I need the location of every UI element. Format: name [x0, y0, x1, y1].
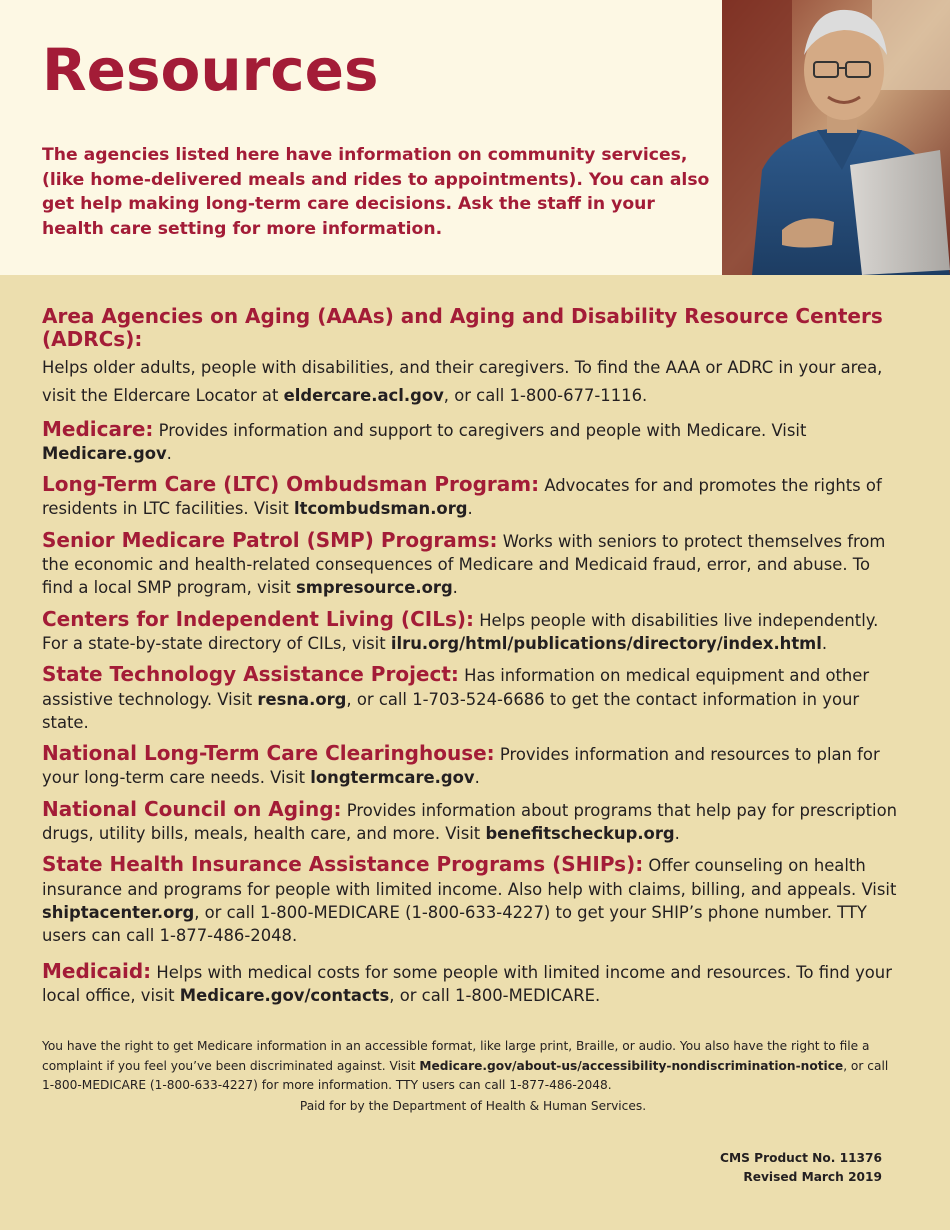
resource-entry — [42, 305, 902, 410]
resource-text: Advocates for and promotes the rights of residents in LTC facilities. Visit — [42, 476, 882, 519]
resource-entry — [42, 853, 902, 947]
resource-link[interactable]: shiptacenter.org — [42, 902, 195, 922]
resource-entry — [42, 473, 902, 521]
resource-entry — [42, 798, 902, 846]
resource-text-end: , or call 1-800-MEDICARE (1-800-633-4227) to get your SHIP’s phone number. TTY users can call 1-877-486-2048. — [42, 902, 867, 946]
resource-text: Has information on medical equipment and other assistive technology. Visit — [42, 666, 870, 709]
resource-entry — [42, 608, 902, 656]
resource-link[interactable]: smpresource.org — [296, 578, 453, 598]
resource-entry — [42, 529, 902, 600]
resource-text-end: , or call 1-800-677-1116. — [443, 385, 648, 405]
product-number: CMS Product No. 11376 — [720, 1151, 882, 1165]
resource-text-end: . — [467, 499, 473, 519]
resource-text: Offer counseling on health insurance and programs for people with limited income. Also help with claims, billing, and appeals. Visit — [42, 856, 897, 899]
resource-text: Works with seniors to protect themselves from the economic and health-related consequences of Medicare and Medicaid fraud, error, and abuse. To find a local SMP program, visit — [42, 531, 886, 598]
resource-text-end: . — [166, 443, 172, 463]
resource-text-end: , or call 1-800-MEDICARE. — [389, 985, 601, 1005]
notice-text-end: , or call 1-800-MEDICARE (1-800-633-4227) for more information. TTY users can call 1-877-486-2048. — [42, 1058, 889, 1092]
resource-link[interactable]: Medicare.gov/contacts — [179, 985, 390, 1005]
resource-name: Senior Medicare Patrol (SMP) Programs: — [42, 527, 498, 552]
resource-text-end: . — [452, 578, 458, 598]
resource-name: Medicaid: — [42, 958, 152, 983]
resource-text: Helps with medical costs for some people with limited income and resources. To find your local office, visit — [42, 962, 892, 1005]
resource-list — [42, 305, 902, 1015]
resource-text-end: . — [821, 633, 828, 653]
resource-link[interactable]: longtermcare.gov — [310, 768, 475, 788]
resource-text-end: . — [674, 824, 680, 844]
resource-link[interactable]: eldercare.acl.gov — [283, 385, 444, 405]
resource-description — [42, 358, 882, 405]
resource-text: Provides information and resources to plan for your long-term care needs. Visit — [42, 745, 880, 788]
resource-name: National Council on Aging: — [42, 796, 342, 821]
resource-text: Provides information about programs that help pay for prescription drugs, utility bills, meals, health care, and more. Visit — [42, 800, 897, 844]
resource-name: State Technology Assistance Project: — [42, 662, 459, 687]
resource-entry — [42, 960, 902, 1008]
resource-link[interactable]: benefitscheckup.org — [485, 824, 675, 844]
accessibility-notice — [42, 1037, 902, 1096]
product-info — [720, 1149, 882, 1187]
resource-name: Medicare: — [42, 416, 154, 441]
resource-link[interactable]: ltcombudsman.org — [294, 499, 468, 519]
intro-text: The agencies listed here have information on community services, (like home-delivered meals and rides to appointments). You can also get help making long-term care decisions. Ask the staff in your health care setting for more information. — [42, 145, 710, 239]
resource-link[interactable]: Medicare.gov — [42, 443, 167, 463]
resource-name: Area Agencies on Aging (AAAs) and Aging and Disability Resource Centers (ADRCs): — [42, 304, 883, 352]
notice-text: You have the right to get Medicare information in an accessible format, like large print, Braille, or audio. You also have the right to file a complaint if you feel you’ve been discriminated against. Visit — [42, 1039, 870, 1073]
resource-text: Helps older adults, people with disabilities, and their caregivers. To find the AAA or ADRC in your area, visit the Eldercare Locator at — [42, 357, 883, 405]
resource-text: Helps people with disabilities live independently. For a state-by-state directory of CILs, visit — [42, 610, 879, 653]
resource-entry — [42, 742, 902, 790]
resource-name: State Health Insurance Assistance Programs (SHIPs): — [42, 852, 644, 877]
resource-link[interactable]: resna.org — [257, 689, 347, 709]
resource-entry — [42, 418, 902, 466]
resource-text: Provides information and support to caregivers and people with Medicare. Visit — [153, 420, 807, 440]
resource-text-end: . — [474, 768, 480, 788]
resource-link[interactable]: ilru.org/html/publications/directory/index.html — [390, 633, 822, 653]
resource-text-end: , or call 1-703-524-6686 to get the contact information in your state. — [42, 689, 860, 732]
page-title: Resources — [42, 36, 379, 104]
resource-name: National Long-Term Care Clearinghouse: — [42, 741, 495, 766]
resource-name: Long-Term Care (LTC) Ombudsman Program: — [42, 472, 540, 497]
notice-link[interactable]: Medicare.gov/about-us/accessibility-nondiscrimination-notice — [419, 1058, 844, 1073]
paid-by-line: Paid for by the Department of Health & Human Services. — [299, 1099, 647, 1113]
resource-name: Centers for Independent Living (CILs): — [42, 606, 474, 631]
revised-date: Revised March 2019 — [743, 1170, 882, 1184]
photo-senior-with-laptop — [722, 0, 950, 275]
resource-entry — [42, 663, 902, 734]
